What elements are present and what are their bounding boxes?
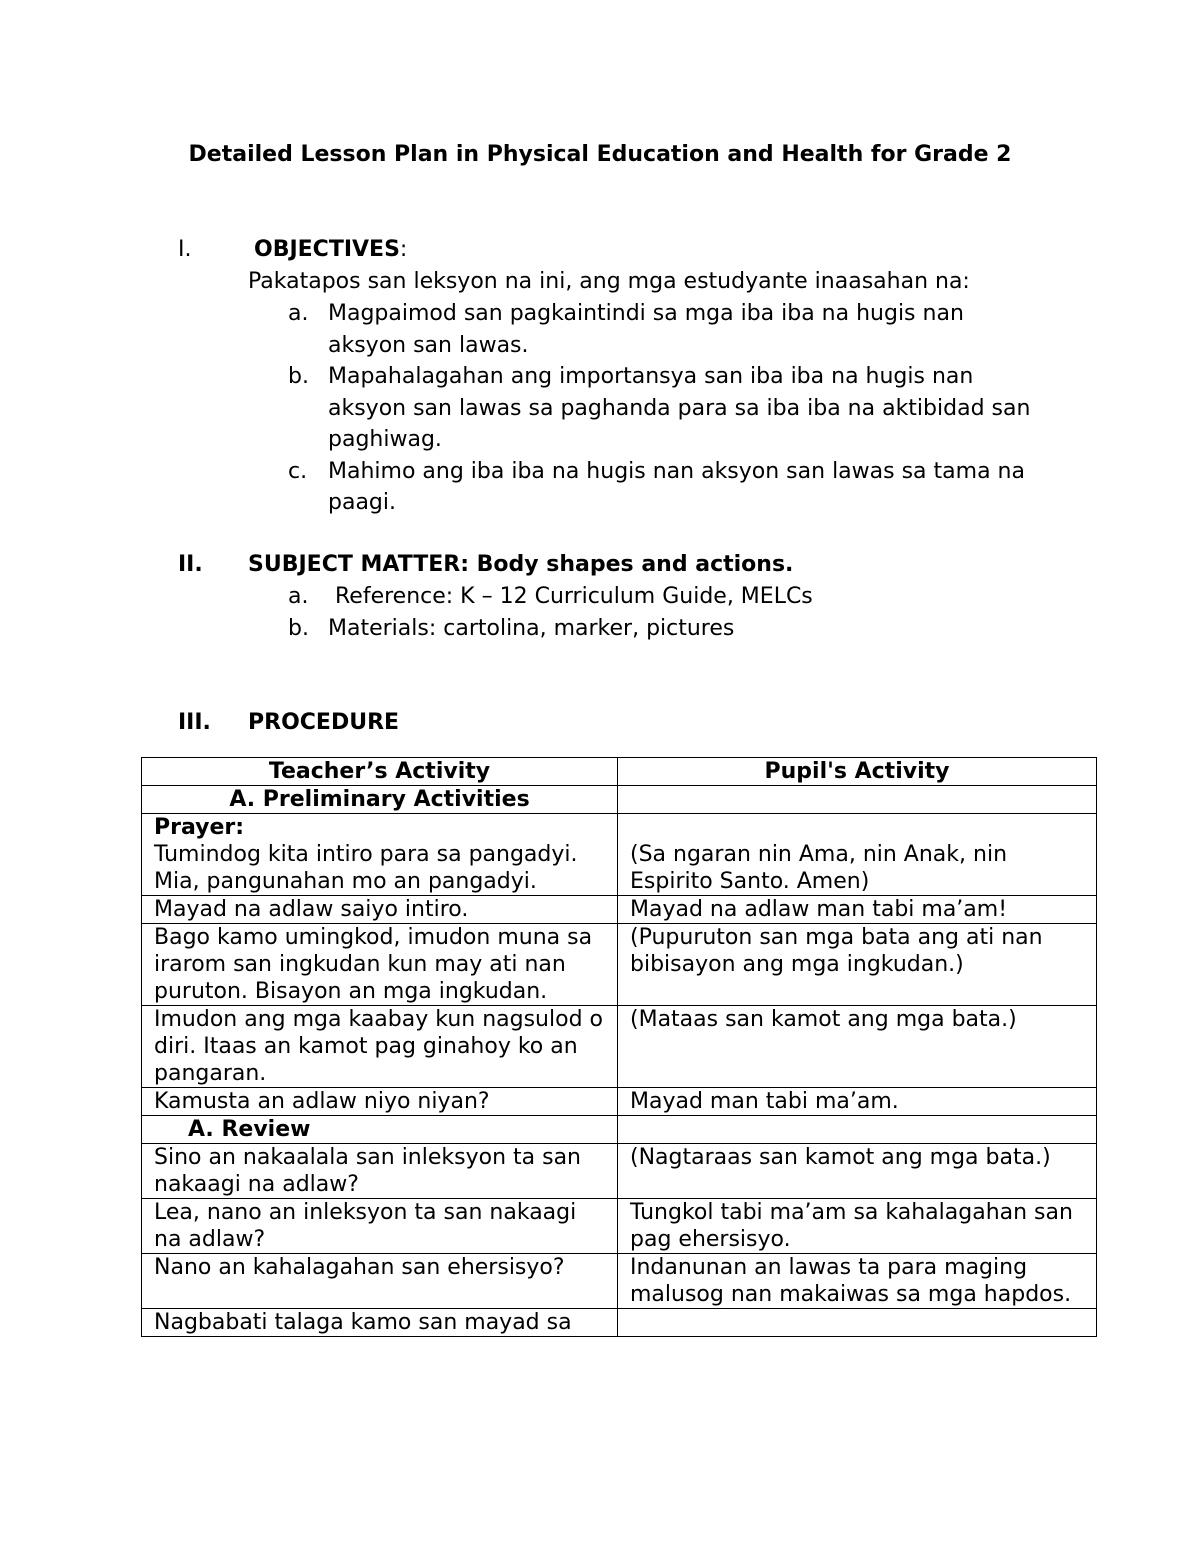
table-row [142,924,1097,1006]
document-title: Detailed Lesson Plan in Physical Education and Health for Grade 2 [188,142,1012,167]
list-item: b. Materials: cartolina, marker, pictures [288,615,735,641]
table-row [142,1309,1097,1337]
procedure-heading [0,708,1200,738]
teacher-cell: Nagbabati talaga kamo san mayad sa [142,1309,618,1337]
objectives-intro: Pakatapos san leksyon na ini, ang mga estudyante inaasahan na: [248,269,970,294]
table-cell [618,786,1097,814]
table-header-row [142,758,1097,786]
list-item: a. Reference: K – 12 Curriculum Guide, MELCs [288,584,813,609]
table-row [142,896,1097,924]
table-row [142,786,1097,814]
pupil-cell: (Nagtaraas san kamot ang mga bata.) [618,1144,1097,1199]
pupil-cell: (Mataas san kamot ang mga bata.) [618,1006,1097,1088]
teacher-cell: Lea, nano an inleksyon ta san nakaagi na adlaw? [142,1199,618,1254]
column-header-pupil: Pupil's Activity [618,758,1097,786]
table-cell-text: (Sa ngaran nin Ama, nin Anak, nin Espirito Santo. Amen) [630,842,1008,894]
table-cell [618,1116,1097,1144]
objectives-list [288,298,1048,519]
list-item: c. Mahimo ang iba iba na hugis nan aksyon san lawas sa tama na paagi. [288,458,1025,515]
table-row [142,1254,1097,1309]
table-row [142,1006,1097,1088]
table-row [142,1116,1097,1144]
teacher-cell: Bago kamo umingkod, imudon muna sa irarom san ingkudan kun may ati nan puruton. Bisayon an mga ingkudan. [142,924,618,1006]
teacher-cell: Mayad na adlaw saiyo intiro. [142,896,618,924]
section-title: OBJECTIVES: [254,237,408,262]
pupil-cell: Indanunan an lawas ta para maging malusog nan makaiwas sa mga hapdos. [618,1254,1097,1309]
column-header-teacher: Teacher’s Activity [142,758,618,786]
table-row [142,1199,1097,1254]
objectives-heading [0,235,1200,265]
prayer-teacher-cell [142,814,618,896]
teacher-cell: Nano an kahalagahan san ehersisyo? [142,1254,618,1309]
pupil-cell: Tungkol tabi ma’am sa kahalagahan san pag ehersisyo. [618,1199,1097,1254]
pupil-cell: Mayad man tabi ma’am. [618,1088,1097,1116]
table-row [142,1144,1097,1199]
subject-matter-list [288,581,1088,644]
subject-matter-heading [0,550,1200,580]
prayer-pupil-cell [618,814,1097,896]
section-numeral: III. [178,710,211,735]
list-item: b. Mapahalagahan ang importansya san iba iba na hugis nan aksyon san lawas sa paghanda para sa iba iba na aktibidad san paghiwag. [288,364,1031,452]
teacher-cell: Sino an nakaalala san inleksyon ta san nakaagi na adlaw? [142,1144,618,1199]
table-row [142,814,1097,896]
review-label: A. Review [142,1116,618,1144]
section-title: SUBJECT MATTER: Body shapes and actions. [248,552,794,577]
list-item: a. Magpaimod san pagkaintindi sa mga iba iba na hugis nan aksyon san lawas. [288,301,964,358]
table-row [142,1088,1097,1116]
table-cell-text: Tumindog kita intiro para sa pangadyi. Mia, pangunahan mo an pangadyi. [154,842,578,894]
preliminary-activities-label: A. Preliminary Activities [142,786,618,814]
section-numeral: I. [178,237,192,262]
section-title: PROCEDURE [248,710,400,735]
pupil-cell: Mayad na adlaw man tabi ma’am! [618,896,1097,924]
teacher-cell: Kamusta an adlaw niyo niyan? [142,1088,618,1116]
section-numeral: II. [178,552,203,577]
pupil-cell [618,1309,1097,1337]
prayer-label: Prayer: [154,815,245,840]
teacher-cell: Imudon ang mga kaabay kun nagsulod o diri. Itaas an kamot pag ginahoy ko an pangaran. [142,1006,618,1088]
procedure-table [141,757,1097,1337]
pupil-cell: (Pupuruton san mga bata ang ati nan bibisayon ang mga ingkudan.) [618,924,1097,1006]
